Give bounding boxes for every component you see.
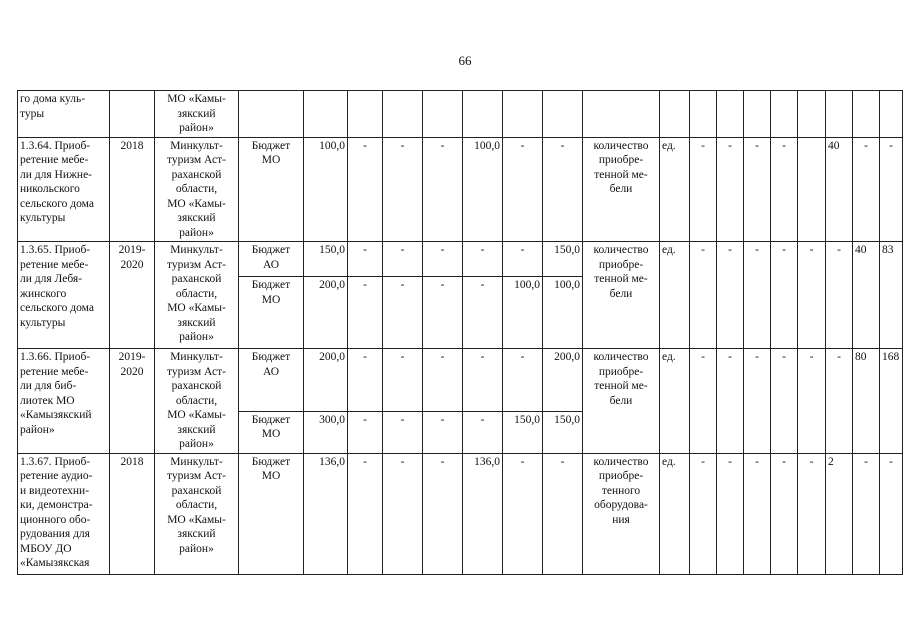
funding-year-cell: - — [463, 349, 503, 412]
indicator-value-cell: - — [690, 242, 717, 349]
table-row — [18, 453, 903, 574]
funding-year-cell: 100,0 — [463, 137, 503, 242]
funding-year-cell: 100,0 — [503, 277, 543, 349]
table-row — [18, 137, 903, 242]
empty-cell — [798, 91, 826, 138]
funding-year-cell: - — [383, 137, 423, 242]
executor-cell: Минкульт- туризм Аст- раханской области, МО «Камы- зякский район» — [155, 453, 239, 574]
indicator-cell: количество приобре- тенного оборудова- ния — [583, 453, 660, 574]
funding-year-cell: 150,0 — [503, 411, 543, 453]
funding-year-cell: - — [463, 242, 503, 277]
funding-year-cell: - — [348, 137, 383, 242]
indicator-value-cell: - — [690, 349, 717, 454]
period-cell: 2018 — [110, 137, 155, 242]
indicator-value-cell: - — [826, 242, 853, 349]
funding-total-cell: 200,0 — [304, 277, 348, 349]
indicator-value-cell: - — [744, 349, 771, 454]
indicator-value-cell: - — [798, 453, 826, 574]
indicator-value-cell: 40 — [826, 137, 853, 242]
empty-cell — [304, 91, 348, 138]
funding-year-cell: - — [383, 453, 423, 574]
measure-name-cell: 1.3.67. Приоб- ретение аудио- и видеотехни- ки, демонстра- ционного обо- рудования для МБОУ ДО «Камызякская — [18, 453, 110, 574]
empty-cell — [383, 91, 423, 138]
funding-year-cell: - — [383, 242, 423, 277]
indicator-value-cell: - — [690, 137, 717, 242]
indicator-value-cell — [798, 137, 826, 242]
empty-cell — [660, 91, 690, 138]
empty-cell — [348, 91, 383, 138]
table-row — [18, 349, 903, 412]
funding-year-cell: 150,0 — [543, 242, 583, 277]
funding-total-cell: 136,0 — [304, 453, 348, 574]
indicator-value-cell: - — [853, 137, 880, 242]
empty-cell — [826, 91, 853, 138]
indicator-value-cell: - — [717, 349, 744, 454]
period-cell: 2019- 2020 — [110, 242, 155, 349]
funding-year-cell: - — [543, 453, 583, 574]
indicator-value-cell: - — [744, 242, 771, 349]
table-row — [18, 91, 903, 138]
indicator-value-cell: - — [690, 453, 717, 574]
funding-total-cell: 100,0 — [304, 137, 348, 242]
funding-year-cell: - — [348, 411, 383, 453]
funding-year-cell: 150,0 — [543, 411, 583, 453]
executor-cell: МО «Камы- зякский район» — [155, 91, 239, 138]
unit-cell: ед. — [660, 242, 690, 349]
funding-year-cell: - — [423, 349, 463, 412]
funding-year-cell: - — [503, 137, 543, 242]
unit-cell: ед. — [660, 137, 690, 242]
funding-year-cell: - — [383, 277, 423, 349]
funding-year-cell: 100,0 — [543, 277, 583, 349]
funding-source-cell: Бюджет МО — [239, 453, 304, 574]
funding-year-cell: - — [423, 137, 463, 242]
measure-name-cell: 1.3.66. Приоб- ретение мебе- ли для биб- лиотек МО «Камызякский район» — [18, 349, 110, 454]
empty-cell — [880, 91, 903, 138]
funding-year-cell: - — [423, 277, 463, 349]
period-cell — [110, 91, 155, 138]
indicator-value-cell: - — [771, 137, 798, 242]
empty-cell — [690, 91, 717, 138]
empty-cell — [463, 91, 503, 138]
executor-cell: Минкульт- туризм Аст- раханской области, МО «Камы- зякский район» — [155, 349, 239, 454]
indicator-value-cell: - — [744, 453, 771, 574]
indicator-cell: количество приобре- тенной ме- бели — [583, 349, 660, 454]
empty-cell — [543, 91, 583, 138]
indicator-value-cell: - — [853, 453, 880, 574]
indicator-value-cell: - — [880, 137, 903, 242]
funding-source-cell: Бюджет АО — [239, 242, 304, 277]
table-row — [18, 242, 903, 277]
empty-cell — [853, 91, 880, 138]
indicator-value-cell: - — [717, 453, 744, 574]
indicator-value-cell: - — [880, 453, 903, 574]
executor-cell: Минкульт- туризм Аст- раханской области, МО «Камы- зякский район» — [155, 137, 239, 242]
funding-year-cell: - — [348, 349, 383, 412]
program-table — [17, 90, 903, 575]
indicator-value-cell: 40 — [853, 242, 880, 349]
indicator-value-cell: 2 — [826, 453, 853, 574]
funding-year-cell: - — [543, 137, 583, 242]
unit-cell: ед. — [660, 349, 690, 454]
measure-name-cell: го дома куль- туры — [18, 91, 110, 138]
empty-cell — [717, 91, 744, 138]
empty-cell — [239, 91, 304, 138]
indicator-value-cell: - — [798, 349, 826, 454]
indicator-value-cell: 168 — [880, 349, 903, 454]
funding-total-cell: 150,0 — [304, 242, 348, 277]
empty-cell — [771, 91, 798, 138]
empty-cell — [744, 91, 771, 138]
indicator-value-cell: - — [798, 242, 826, 349]
funding-year-cell: - — [348, 453, 383, 574]
funding-year-cell: - — [423, 242, 463, 277]
indicator-value-cell: 83 — [880, 242, 903, 349]
empty-cell — [503, 91, 543, 138]
indicator-value-cell: - — [717, 242, 744, 349]
funding-year-cell: - — [383, 349, 423, 412]
indicator-value-cell: - — [771, 453, 798, 574]
funding-year-cell: - — [423, 453, 463, 574]
funding-source-cell: Бюджет МО — [239, 277, 304, 349]
funding-year-cell: - — [503, 242, 543, 277]
empty-cell — [423, 91, 463, 138]
funding-source-cell: Бюджет АО — [239, 349, 304, 412]
funding-year-cell: 136,0 — [463, 453, 503, 574]
funding-year-cell: - — [348, 242, 383, 277]
indicator-value-cell: - — [717, 137, 744, 242]
funding-year-cell: - — [503, 349, 543, 412]
indicator-value-cell: - — [744, 137, 771, 242]
indicator-value-cell: - — [826, 349, 853, 454]
empty-cell — [583, 91, 660, 138]
page-number: 66 — [458, 53, 472, 68]
funding-year-cell: - — [463, 277, 503, 349]
period-cell: 2019- 2020 — [110, 349, 155, 454]
funding-year-cell: - — [503, 453, 543, 574]
indicator-value-cell: 80 — [853, 349, 880, 454]
funding-total-cell: 200,0 — [304, 349, 348, 412]
funding-year-cell: - — [423, 411, 463, 453]
funding-year-cell: - — [348, 277, 383, 349]
funding-total-cell: 300,0 — [304, 411, 348, 453]
measure-name-cell: 1.3.65. Приоб- ретение мебе- ли для Лебя- жинского сельского дома культуры — [18, 242, 110, 349]
executor-cell: Минкульт- туризм Аст- раханской области, МО «Камы- зякский район» — [155, 242, 239, 349]
funding-year-cell: 200,0 — [543, 349, 583, 412]
funding-year-cell: - — [463, 411, 503, 453]
measure-name-cell: 1.3.64. Приоб- ретение мебе- ли для Нижне- никольского сельского дома культуры — [18, 137, 110, 242]
indicator-cell: количество приобре- тенной ме- бели — [583, 242, 660, 349]
unit-cell: ед. — [660, 453, 690, 574]
funding-source-cell: Бюджет МО — [239, 411, 304, 453]
funding-year-cell: - — [383, 411, 423, 453]
funding-source-cell: Бюджет МО — [239, 137, 304, 242]
indicator-cell: количество приобре- тенной ме- бели — [583, 137, 660, 242]
indicator-value-cell: - — [771, 349, 798, 454]
period-cell: 2018 — [110, 453, 155, 574]
indicator-value-cell: - — [771, 242, 798, 349]
